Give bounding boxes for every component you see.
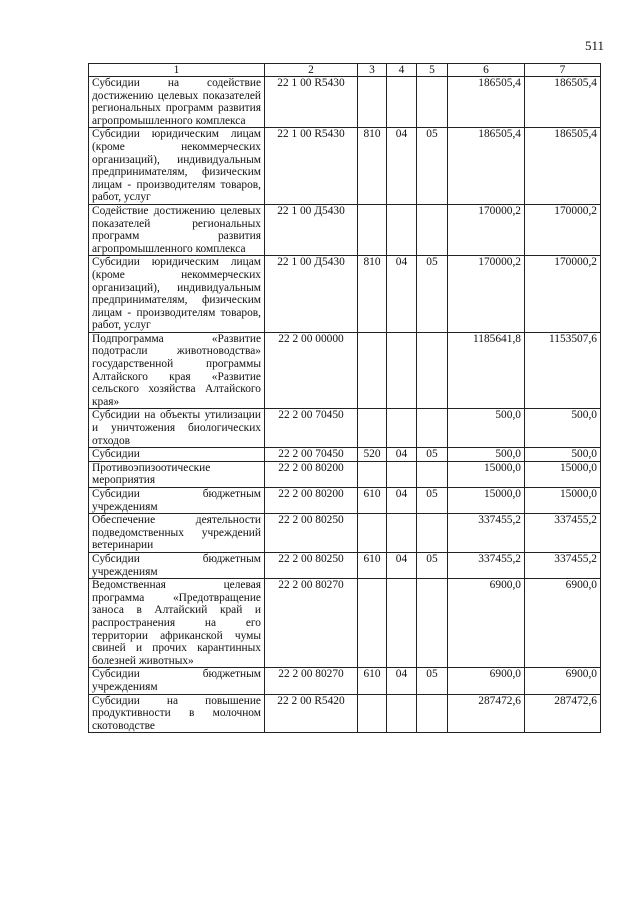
target-code-cell: 22 1 00 Д5430 — [265, 204, 358, 255]
section-cell: 04 — [387, 256, 417, 333]
amount-year1-cell: 186505,4 — [448, 77, 525, 128]
amount-year1-cell: 6900,0 — [448, 579, 525, 668]
target-code-cell: 22 1 00 R5430 — [265, 77, 358, 128]
expense-type-cell — [358, 409, 387, 448]
subsection-cell: 05 — [417, 448, 448, 462]
subsection-cell — [417, 579, 448, 668]
column-header: 4 — [387, 64, 417, 77]
row-name-cell: Противоэпизоотические мероприятия — [89, 461, 265, 487]
subsection-cell — [417, 332, 448, 409]
row-name-cell: Субсидии на объекты утилизации и уничтожения биологических отходов — [89, 409, 265, 448]
table-row — [89, 448, 601, 462]
amount-year2-cell: 337455,2 — [525, 552, 601, 578]
table-row — [89, 128, 601, 205]
subsection-cell — [417, 694, 448, 733]
table-row — [89, 579, 601, 668]
amount-year1-cell: 6900,0 — [448, 668, 525, 694]
table-row — [89, 552, 601, 578]
row-name-cell: Субсидии — [89, 448, 265, 462]
column-header: 5 — [417, 64, 448, 77]
target-code-cell: 22 2 00 80200 — [265, 488, 358, 514]
section-cell — [387, 409, 417, 448]
row-name-cell: Субсидии юридическим лицам (кроме некоммерческих организаций), индивидуальным предпринимателям, физическим лицам - производителям товаров, работ, услуг — [89, 128, 265, 205]
amount-year2-cell: 1153507,6 — [525, 332, 601, 409]
target-code-cell: 22 2 00 00000 — [265, 332, 358, 409]
expense-type-cell — [358, 694, 387, 733]
table-row — [89, 694, 601, 733]
amount-year1-cell: 170000,2 — [448, 204, 525, 255]
amount-year2-cell: 287472,6 — [525, 694, 601, 733]
amount-year1-cell: 1185641,8 — [448, 332, 525, 409]
amount-year1-cell: 186505,4 — [448, 128, 525, 205]
target-code-cell: 22 2 00 70450 — [265, 448, 358, 462]
column-header: 6 — [448, 64, 525, 77]
amount-year1-cell: 500,0 — [448, 409, 525, 448]
amount-year1-cell: 170000,2 — [448, 256, 525, 333]
amount-year1-cell: 337455,2 — [448, 552, 525, 578]
row-name-cell: Субсидии бюджетным учреждениям — [89, 488, 265, 514]
section-cell — [387, 204, 417, 255]
budget-table — [88, 63, 601, 733]
section-cell: 04 — [387, 488, 417, 514]
expense-type-cell: 610 — [358, 668, 387, 694]
table-row — [89, 668, 601, 694]
subsection-cell — [417, 204, 448, 255]
amount-year1-cell: 500,0 — [448, 448, 525, 462]
target-code-cell: 22 2 00 80270 — [265, 579, 358, 668]
section-cell: 04 — [387, 448, 417, 462]
row-name-cell: Ведомственная целевая программа «Предотвращение заноса в Алтайский край и распространения на его территории африканской чумы свиней и прочих карантинных болезней животных» — [89, 579, 265, 668]
subsection-cell: 05 — [417, 256, 448, 333]
subsection-cell — [417, 514, 448, 553]
section-cell — [387, 579, 417, 668]
target-code-cell: 22 2 00 R5420 — [265, 694, 358, 733]
row-name-cell: Подпрограмма «Развитие подотрасли животноводства» государственной программы Алтайского края «Развитие сельского хозяйства Алтайского края» — [89, 332, 265, 409]
table-row — [89, 514, 601, 553]
column-header-row — [89, 64, 601, 77]
column-header: 2 — [265, 64, 358, 77]
table-row — [89, 256, 601, 333]
amount-year2-cell: 15000,0 — [525, 461, 601, 487]
amount-year2-cell: 500,0 — [525, 448, 601, 462]
section-cell — [387, 332, 417, 409]
subsection-cell: 05 — [417, 668, 448, 694]
amount-year2-cell: 6900,0 — [525, 579, 601, 668]
target-code-cell: 22 2 00 80200 — [265, 461, 358, 487]
row-name-cell: Субсидии на повышение продуктивности в молочном скотоводстве — [89, 694, 265, 733]
amount-year2-cell: 500,0 — [525, 409, 601, 448]
amount-year2-cell: 186505,4 — [525, 77, 601, 128]
amount-year2-cell: 186505,4 — [525, 128, 601, 205]
section-cell — [387, 77, 417, 128]
amount-year2-cell: 15000,0 — [525, 488, 601, 514]
column-header: 1 — [89, 64, 265, 77]
section-cell: 04 — [387, 128, 417, 205]
table-row — [89, 409, 601, 448]
expense-type-cell — [358, 77, 387, 128]
expense-type-cell — [358, 332, 387, 409]
row-name-cell: Субсидии бюджетным учреждениям — [89, 552, 265, 578]
section-cell: 04 — [387, 552, 417, 578]
amount-year2-cell: 170000,2 — [525, 256, 601, 333]
expense-type-cell: 810 — [358, 256, 387, 333]
section-cell: 04 — [387, 668, 417, 694]
subsection-cell: 05 — [417, 552, 448, 578]
table-body — [89, 77, 601, 733]
section-cell — [387, 461, 417, 487]
target-code-cell: 22 2 00 80250 — [265, 552, 358, 578]
amount-year1-cell: 15000,0 — [448, 461, 525, 487]
amount-year1-cell: 337455,2 — [448, 514, 525, 553]
expense-type-cell: 520 — [358, 448, 387, 462]
section-cell — [387, 694, 417, 733]
amount-year2-cell: 6900,0 — [525, 668, 601, 694]
section-cell — [387, 514, 417, 553]
table-row — [89, 461, 601, 487]
expense-type-cell — [358, 514, 387, 553]
row-name-cell: Субсидии на содействие достижению целевых показателей региональных программ развития агропромышленного комплекса — [89, 77, 265, 128]
target-code-cell: 22 2 00 70450 — [265, 409, 358, 448]
row-name-cell: Обеспечение деятельности подведомственных учреждений ветеринарии — [89, 514, 265, 553]
expense-type-cell: 610 — [358, 488, 387, 514]
row-name-cell: Содействие достижению целевых показателей региональных программ развития агропромышленного комплекса — [89, 204, 265, 255]
subsection-cell: 05 — [417, 128, 448, 205]
expense-type-cell: 610 — [358, 552, 387, 578]
page-number: 511 — [584, 38, 604, 53]
table-row — [89, 77, 601, 128]
amount-year1-cell: 15000,0 — [448, 488, 525, 514]
expense-type-cell: 810 — [358, 128, 387, 205]
target-code-cell: 22 1 00 R5430 — [265, 128, 358, 205]
column-header: 7 — [525, 64, 601, 77]
amount-year1-cell: 287472,6 — [448, 694, 525, 733]
row-name-cell: Субсидии бюджетным учреждениям — [89, 668, 265, 694]
target-code-cell: 22 1 00 Д5430 — [265, 256, 358, 333]
table-row — [89, 332, 601, 409]
row-name-cell: Субсидии юридическим лицам (кроме некоммерческих организаций), индивидуальным предпринимателям, физическим лицам - производителям товаров, работ, услуг — [89, 256, 265, 333]
subsection-cell — [417, 77, 448, 128]
target-code-cell: 22 2 00 80250 — [265, 514, 358, 553]
table-row — [89, 488, 601, 514]
amount-year2-cell: 170000,2 — [525, 204, 601, 255]
subsection-cell — [417, 409, 448, 448]
column-header: 3 — [358, 64, 387, 77]
subsection-cell: 05 — [417, 488, 448, 514]
table-row — [89, 204, 601, 255]
expense-type-cell — [358, 204, 387, 255]
expense-type-cell — [358, 461, 387, 487]
target-code-cell: 22 2 00 80270 — [265, 668, 358, 694]
amount-year2-cell: 337455,2 — [525, 514, 601, 553]
expense-type-cell — [358, 579, 387, 668]
subsection-cell — [417, 461, 448, 487]
